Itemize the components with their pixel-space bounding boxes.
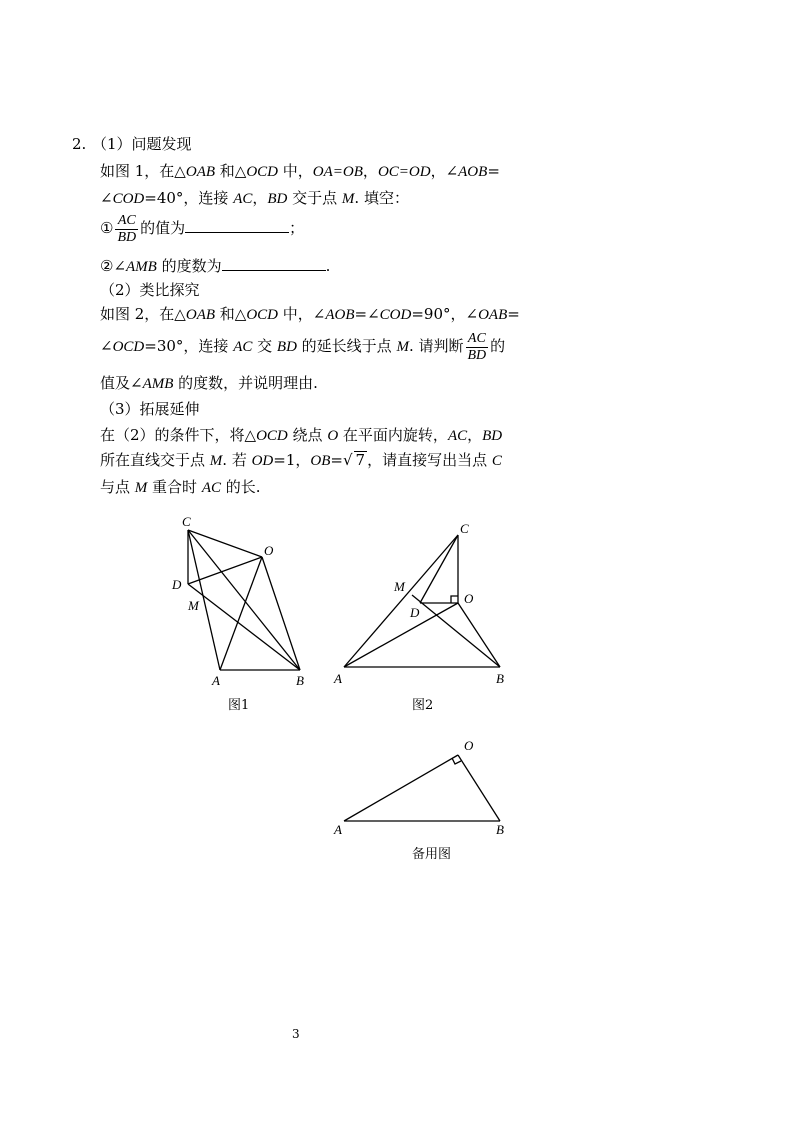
part1-line1: 如图 1，在△OAB 和△OCD 中，OA=OB，OC=OD，∠AOB= xyxy=(100,162,500,180)
part3-line2: 所在直线交于点 M. 若 OD=1，OB=√ 7 ，请直接写出当点 C xyxy=(100,451,502,469)
fig3-label-o: O xyxy=(464,738,474,753)
part1-question1: ① $\frac{AC}{BD}$ 的值为 ； xyxy=(100,212,305,245)
fig2-seg-ac xyxy=(344,535,458,667)
figure-2 xyxy=(330,515,520,690)
fig2-caption: 图2 xyxy=(412,698,434,713)
fraction-ac-bd: $\frac{AC}{BD}$ xyxy=(117,212,137,245)
fig3-label-a: A xyxy=(334,822,342,837)
part3-line1: 在（2）的条件下，将△OCD 绕点 O 在平面内旋转，AC，BD xyxy=(100,426,503,444)
fig1-caption: 图1 xyxy=(228,698,250,713)
fig3-label-b: B xyxy=(496,822,504,837)
part3-heading: （3）拓展延伸 xyxy=(100,400,200,418)
fig3-seg-ob xyxy=(458,755,500,821)
sqrt-radicand: 7 xyxy=(355,451,366,469)
fraction-ac-bd-2: $\frac{AC}{BD}$ xyxy=(467,330,487,363)
figure-3 xyxy=(330,730,520,840)
page-number: 3 xyxy=(292,1027,300,1041)
fig1-label-c: C xyxy=(182,514,191,529)
part1-line2: ∠COD=40°，连接 AC，BD 交于点 M. 填空： xyxy=(100,189,409,207)
part1-question2: ②∠AMB 的度数为 . xyxy=(100,257,331,275)
part1-heading: （1）问题发现 xyxy=(92,135,192,153)
answer-blank-1[interactable] xyxy=(185,218,289,233)
fig3-seg-ao xyxy=(344,755,458,821)
fig3-right-angle xyxy=(452,758,461,764)
fig2-seg-ao xyxy=(344,603,458,667)
fig1-label-b: B xyxy=(296,673,304,688)
fig2-label-b: B xyxy=(496,671,504,686)
part2-line2: ∠OCD=30°，连接 AC 交 BD 的延长线于点 M. 请判断 $\frac{AC}{BD}$ 的 xyxy=(100,330,506,363)
fig3-caption: 备用图 xyxy=(412,847,452,862)
part2-heading: （2）类比探究 xyxy=(100,281,200,299)
problem-number: 2. xyxy=(72,135,87,153)
fig1-label-d: D xyxy=(172,577,182,592)
fig2-label-c: C xyxy=(460,521,469,536)
part2-line3: 值及∠AMB 的度数，并说明理由. xyxy=(100,374,318,392)
fig2-right-angle xyxy=(451,596,458,603)
fig2-label-o: O xyxy=(464,591,474,606)
fig2-seg-bm xyxy=(412,595,500,667)
fig2-label-a: A xyxy=(334,671,342,686)
fig2-seg-ob xyxy=(458,603,500,667)
fig2-seg-dc xyxy=(420,535,458,603)
fig1-label-a: A xyxy=(212,673,220,688)
part2-line1: 如图 2，在△OAB 和△OCD 中，∠AOB=∠COD=90°，∠OAB= xyxy=(100,305,520,323)
fig1-seg-db xyxy=(188,584,300,670)
fig1-label-o: O xyxy=(264,543,274,558)
part3-line3: 与点 M 重合时 AC 的长. xyxy=(100,478,261,496)
fig2-label-m: M xyxy=(394,579,405,594)
answer-blank-2[interactable] xyxy=(222,256,326,271)
fig2-label-d: D xyxy=(410,605,420,620)
fig1-seg-ob xyxy=(262,557,300,670)
figure-1 xyxy=(160,510,320,690)
fig1-label-m: M xyxy=(188,598,199,613)
